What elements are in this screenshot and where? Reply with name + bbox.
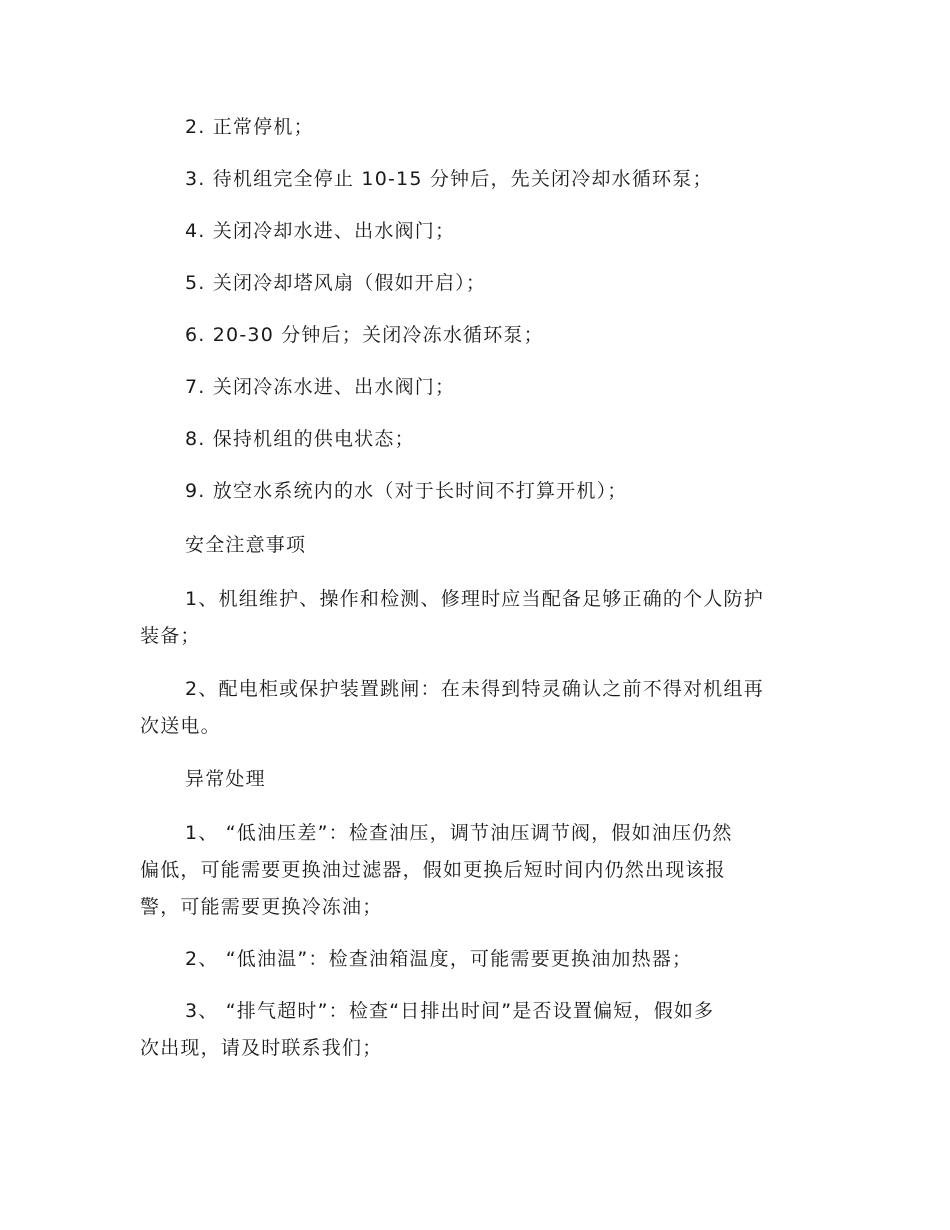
- shutdown-step-9: 9. 放空水系统内的水（对于长时间不打算开机）；: [185, 480, 628, 502]
- safety-item-1-line-1: 1、机组维护、操作和检测、修理时应当配备足够正确的个人防护: [185, 588, 764, 610]
- safety-item-1-line-2: 装备；: [140, 625, 201, 647]
- abnormal-item-1-line-1: 1、 “低油压差”：检查油压，调节油压调节阀，假如油压仍然: [185, 822, 733, 844]
- abnormal-item-3-line-1: 3、 “排气超时”：检查“日排出时间”是否设置偏短，假如多: [185, 1000, 715, 1022]
- abnormal-item-1-line-3: 警，可能需要更换冷冻油；: [140, 896, 383, 918]
- shutdown-step-3: 3. 待机组完全停止 10-15 分钟后，先关闭冷却水循环泵；: [185, 168, 713, 190]
- safety-item-2-line-2: 次送电。: [140, 715, 221, 737]
- shutdown-step-5: 5. 关闭冷却塔风扇（假如开启）；: [185, 272, 487, 294]
- abnormal-item-1-line-2: 偏低，可能需要更换油过滤器，假如更换后短时间内仍然出现该报: [140, 859, 726, 881]
- shutdown-step-2: 2. 正常停机；: [185, 116, 314, 138]
- shutdown-step-4: 4. 关闭冷却水进、出水阀门；: [185, 220, 456, 242]
- safety-heading: 安全注意事项: [185, 534, 307, 556]
- shutdown-step-8: 8. 保持机组的供电状态；: [185, 428, 415, 450]
- shutdown-step-7: 7. 关闭冷冻水进、出水阀门；: [185, 376, 456, 398]
- abnormal-heading: 异常处理: [185, 768, 266, 790]
- abnormal-item-3-line-2: 次出现，请及时联系我们；: [140, 1037, 383, 1059]
- shutdown-step-6: 6. 20-30 分钟后；关闭冷冻水循环泵；: [185, 324, 544, 346]
- safety-item-2-line-1: 2、配电柜或保护装置跳闸：在未得到特灵确认之前不得对机组再: [185, 678, 764, 700]
- abnormal-item-2-line-1: 2、 “低油温”：检查油箱温度，可能需要更换油加热器；: [185, 948, 693, 970]
